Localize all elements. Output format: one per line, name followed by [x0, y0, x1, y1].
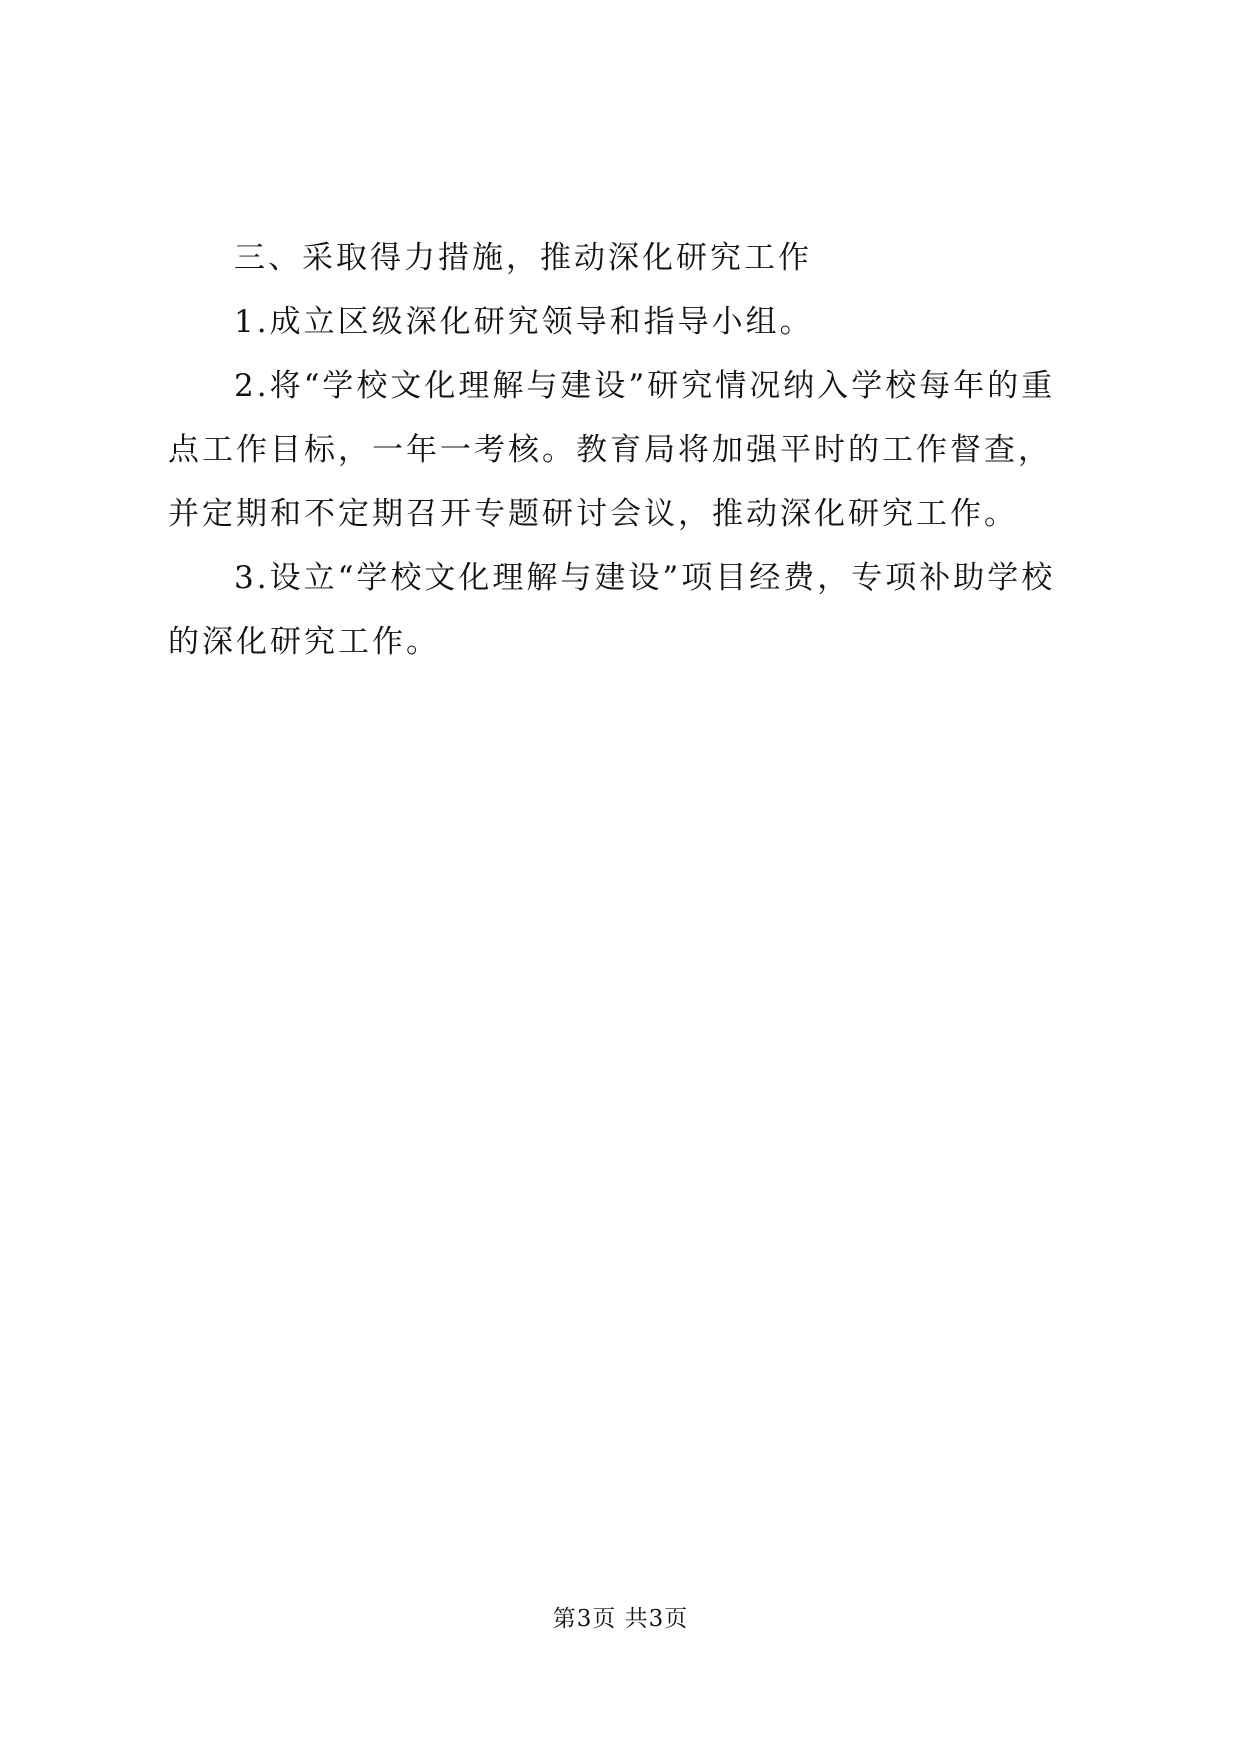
list-item-2: 2.将“学校文化理解与建设”研究情况纳入学校每年的重点工作目标，一年一考核。教育局将加强平时的工作督查，并定期和不定期召开专题研讨会议，推动深化研究工作。: [168, 368, 1056, 532]
document-body: [168, 226, 1080, 674]
list-item-3: 3.设立“学校文化理解与建设”项目经费，专项补助学校的深化研究工作。: [168, 560, 1056, 660]
section-heading: 三、采取得力措施，推动深化研究工作: [234, 240, 812, 276]
page-footer: 第3页 共3页: [552, 1606, 689, 1632]
list-item-1: 1.成立区级深化研究领导和指导小组。: [234, 304, 814, 340]
